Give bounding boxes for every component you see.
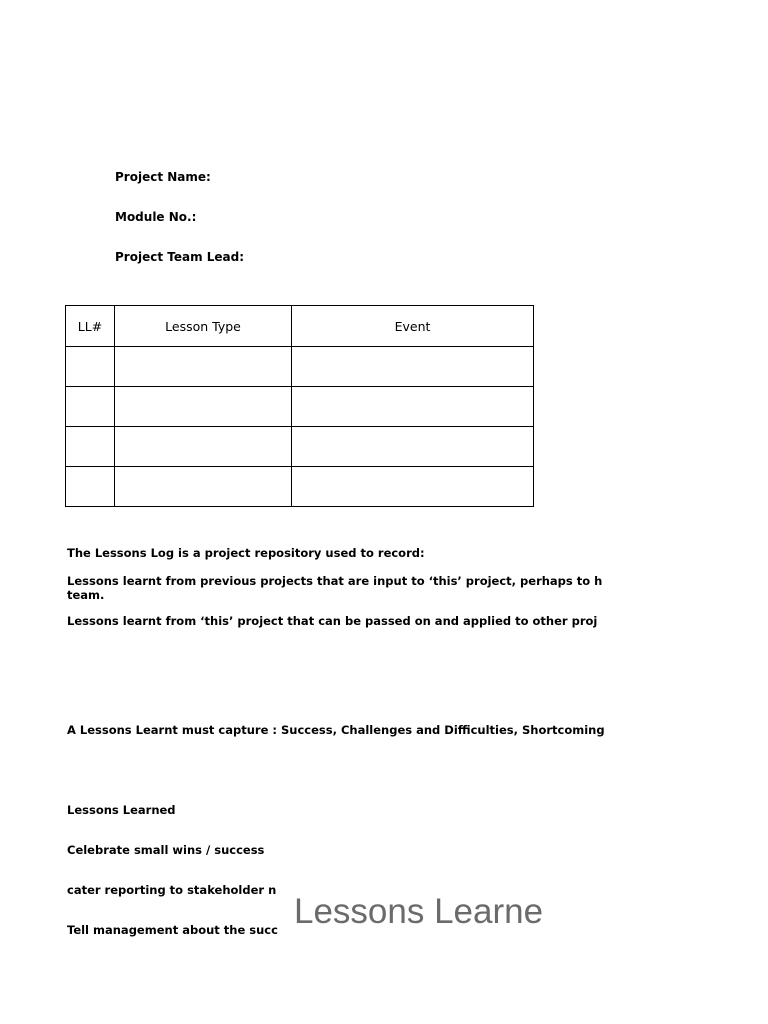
header-lesson-type: Lesson Type: [115, 306, 292, 347]
table-row: [66, 387, 534, 427]
team-lead-label: Project Team Lead:: [115, 250, 245, 264]
lesson-item-1-continuation: team.: [67, 588, 105, 602]
lesson-item-2: Lessons learnt from ‘this’ project that can be passed on and applied to other proj: [67, 614, 598, 628]
table-cell: [66, 427, 115, 467]
table-row: [66, 427, 534, 467]
table-row: [66, 467, 534, 507]
bullet-reporting: cater reporting to stakeholder n: [67, 883, 277, 897]
table-cell: [292, 467, 534, 507]
bullet-celebrate: Celebrate small wins / success: [67, 843, 265, 857]
capture-text: A Lessons Learnt must capture : Success, Challenges and Difficulties, Shortcoming: [67, 723, 605, 737]
lessons-table: [65, 305, 534, 507]
table-cell: [66, 347, 115, 387]
table-cell: [115, 387, 292, 427]
table-cell: [292, 387, 534, 427]
lessons-learned-banner-image: [292, 888, 544, 940]
table-cell: [115, 347, 292, 387]
project-name-label: Project Name:: [115, 170, 211, 184]
table-cell: [292, 347, 534, 387]
header-event: Event: [292, 306, 534, 347]
bullet-management: Tell management about the succ: [67, 923, 278, 937]
table-row: [66, 347, 534, 387]
table-cell: [292, 427, 534, 467]
table-header-row: [66, 306, 534, 347]
lesson-item-1: Lessons learnt from previous projects that are input to ‘this’ project, perhaps to h: [67, 574, 603, 588]
banner-text: Lessons Learne: [294, 892, 544, 931]
table-cell: [115, 427, 292, 467]
lessons-learned-heading: Lessons Learned: [67, 803, 176, 817]
table-cell: [66, 387, 115, 427]
table-cell: [115, 467, 292, 507]
intro-text: The Lessons Log is a project repository used to record:: [67, 546, 425, 560]
header-ll-number: LL#: [66, 306, 115, 347]
module-no-label: Module No.:: [115, 210, 197, 224]
table-cell: [66, 467, 115, 507]
